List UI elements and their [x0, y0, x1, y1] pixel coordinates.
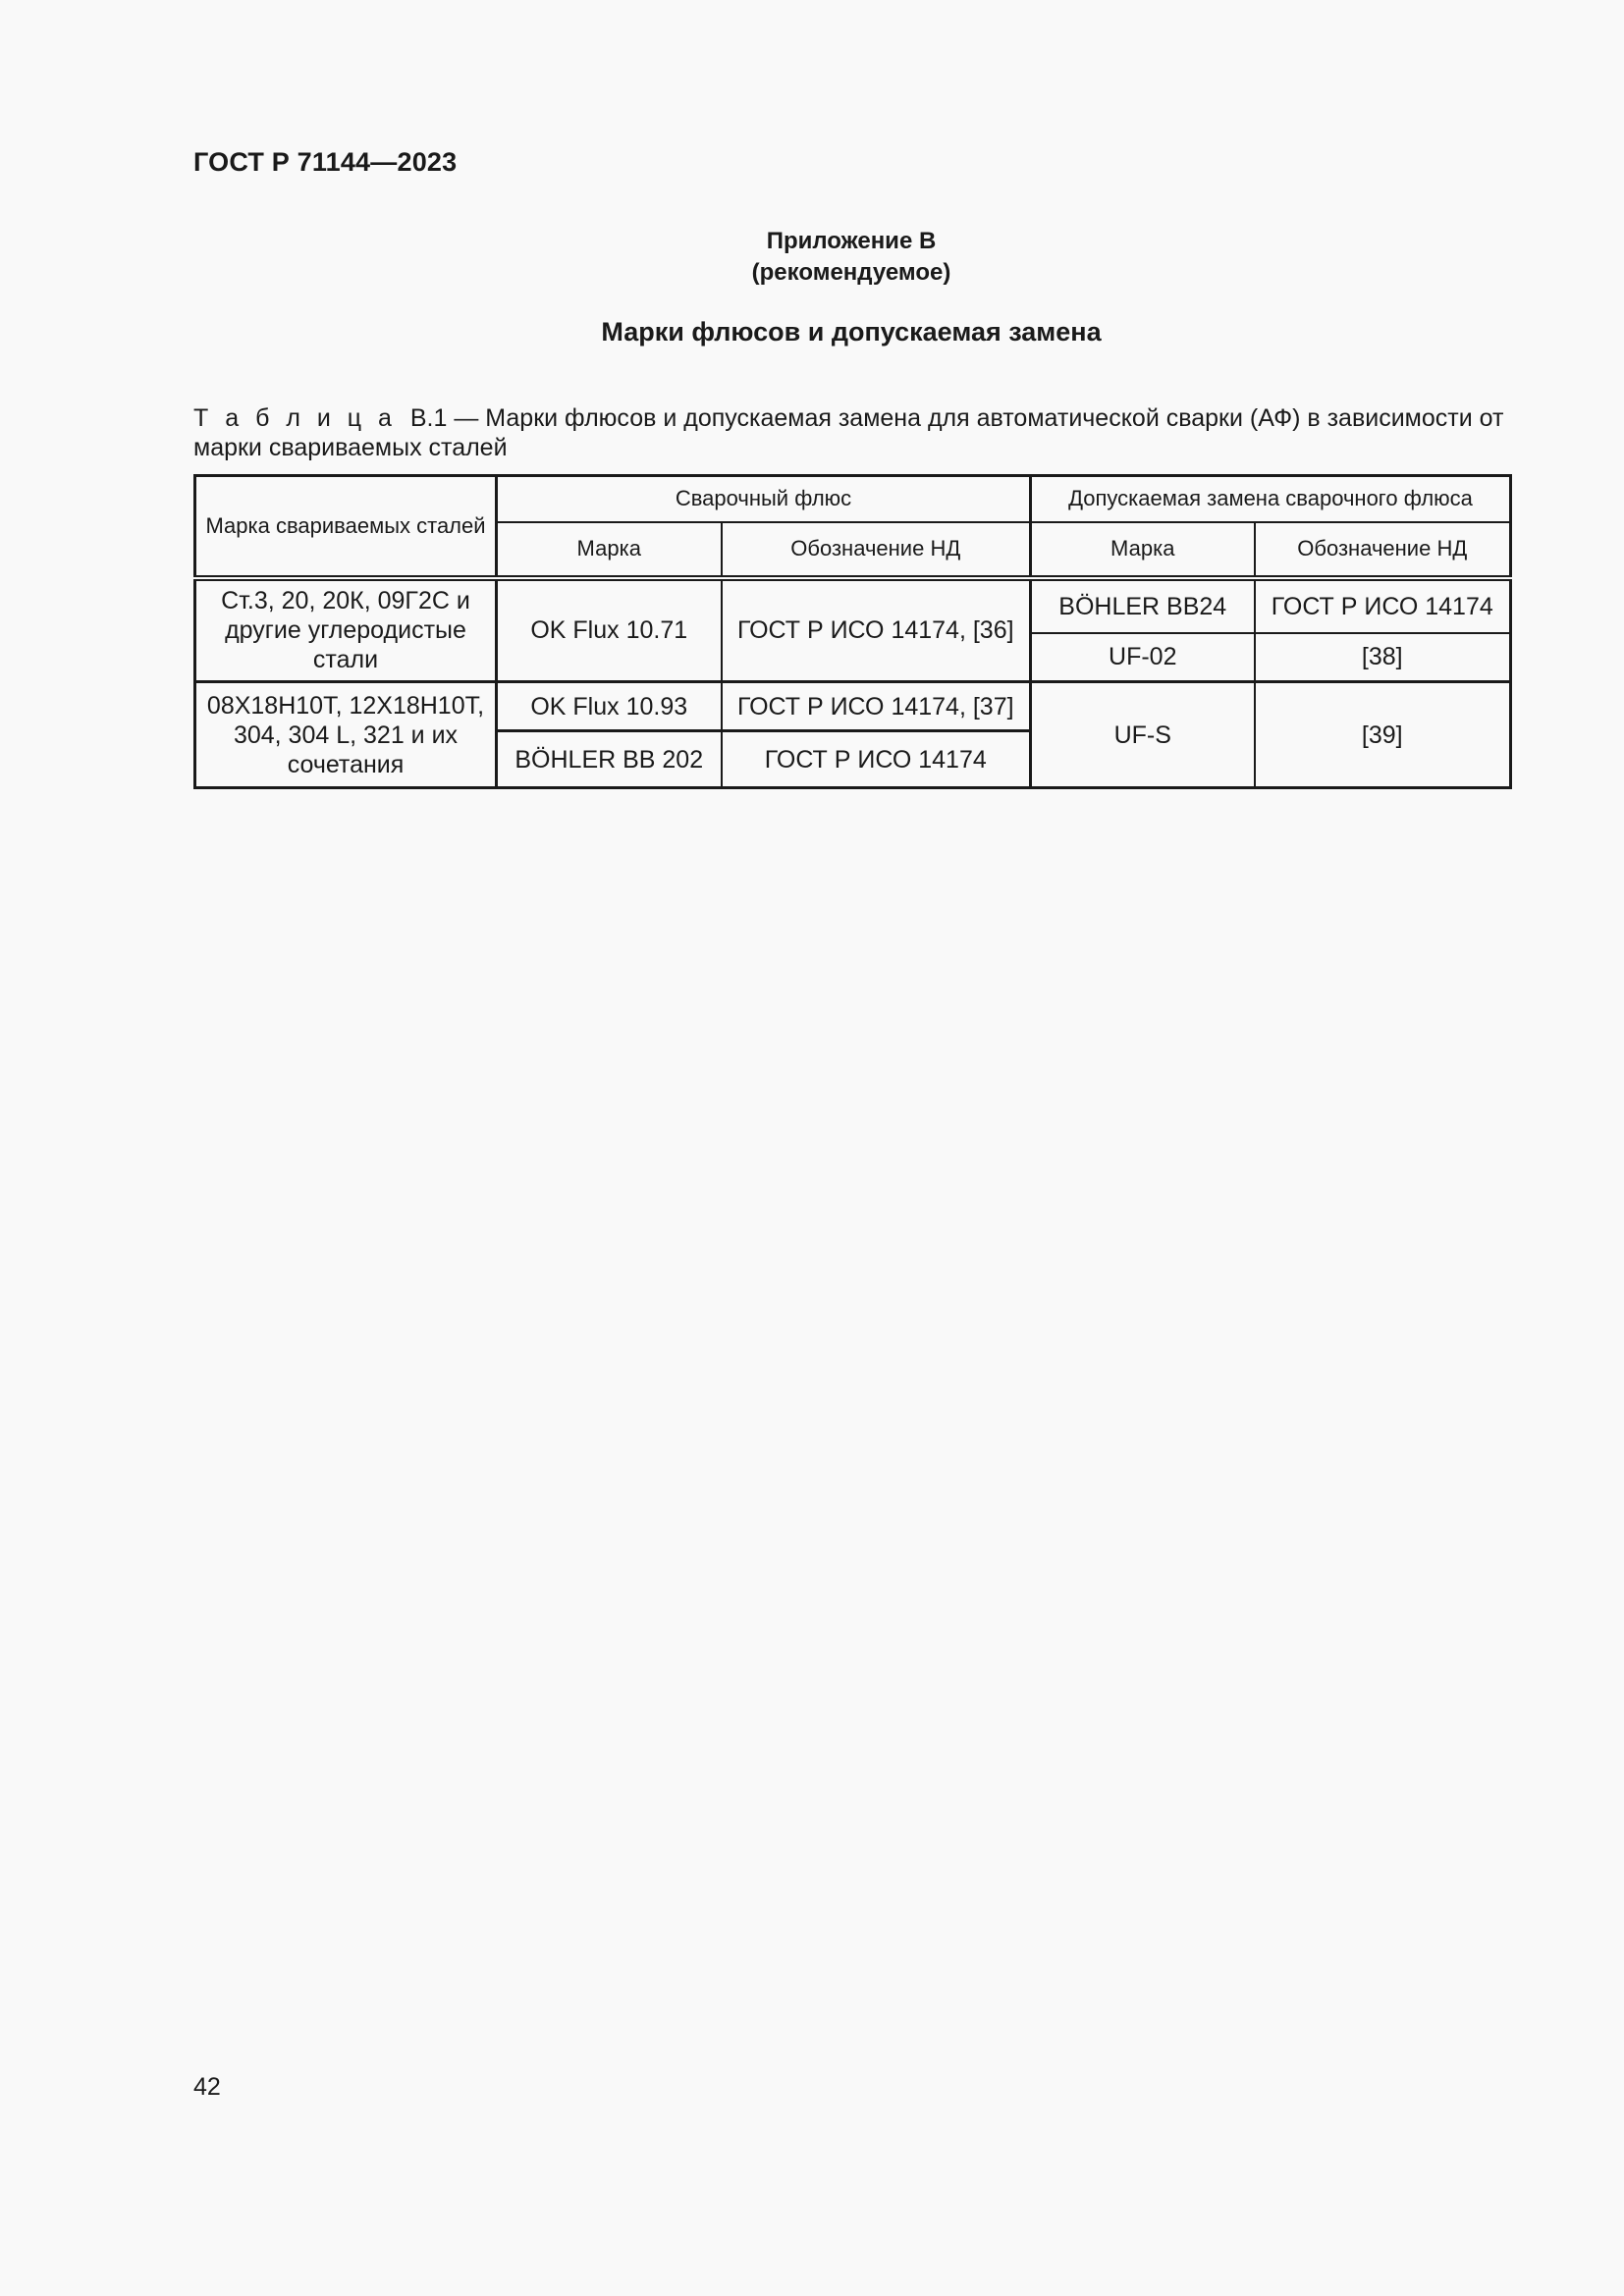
header-flux-brand: Марка: [497, 522, 722, 578]
header-substitute-brand: Марка: [1031, 522, 1255, 578]
steel-grade-cell: Ст.3, 20, 20К, 09Г2С и другие углеродистые стали: [195, 578, 497, 682]
substitute-standard-cell: [38]: [1255, 633, 1511, 682]
appendix-status: (рекомендуемое): [751, 259, 951, 286]
flux-brand-cell: OK Flux 10.93: [497, 682, 722, 731]
substitute-brand-cell: UF-S: [1031, 682, 1255, 788]
table-caption-text: — Марки флюсов и допускаемая замена для автоматической сварки (АФ) в зависимости от марки свариваемых сталей: [193, 404, 1504, 461]
flux-brand-cell: OK Flux 10.71: [497, 578, 722, 682]
appendix-label: Приложение В: [766, 228, 937, 254]
header-steel-grade: Марка свариваемых сталей: [195, 476, 497, 578]
steel-grade-cell: 08Х18Н10Т, 12Х18Н10Т, 304, 304 L, 321 и их сочетания: [195, 682, 497, 788]
page-number: 42: [193, 2073, 221, 2101]
document-header: ГОСТ Р 71144—2023: [193, 147, 458, 177]
flux-standard-cell: ГОСТ Р ИСО 14174, [37]: [722, 682, 1031, 731]
header-flux-standard: Обозначение НД: [722, 522, 1031, 578]
table-row: [195, 682, 1511, 731]
header-substitute-group: Допускаемая замена сварочного флюса: [1031, 476, 1511, 522]
header-substitute-standard: Обозначение НД: [1255, 522, 1511, 578]
table-row: [195, 578, 1511, 633]
appendix-heading: [193, 226, 1509, 289]
flux-standard-cell: ГОСТ Р ИСО 14174: [722, 731, 1031, 788]
table-header-row: [195, 476, 1511, 522]
table-caption-prefix: Т а б л и ц а: [193, 404, 397, 432]
header-flux-group: Сварочный флюс: [497, 476, 1031, 522]
substitute-brand-cell: UF-02: [1031, 633, 1255, 682]
substitute-brand-cell: BÖHLER BB24: [1031, 578, 1255, 633]
flux-table: [193, 474, 1512, 789]
table-caption-number: В.1: [409, 404, 448, 432]
table-caption: [193, 403, 1509, 462]
flux-standard-cell: ГОСТ Р ИСО 14174, [36]: [722, 578, 1031, 682]
appendix-title: Марки флюсов и допускаемая замена: [601, 317, 1102, 347]
flux-brand-cell: BÖHLER BB 202: [497, 731, 722, 788]
substitute-standard-cell: [39]: [1255, 682, 1511, 788]
substitute-standard-cell: ГОСТ Р ИСО 14174: [1255, 578, 1511, 633]
